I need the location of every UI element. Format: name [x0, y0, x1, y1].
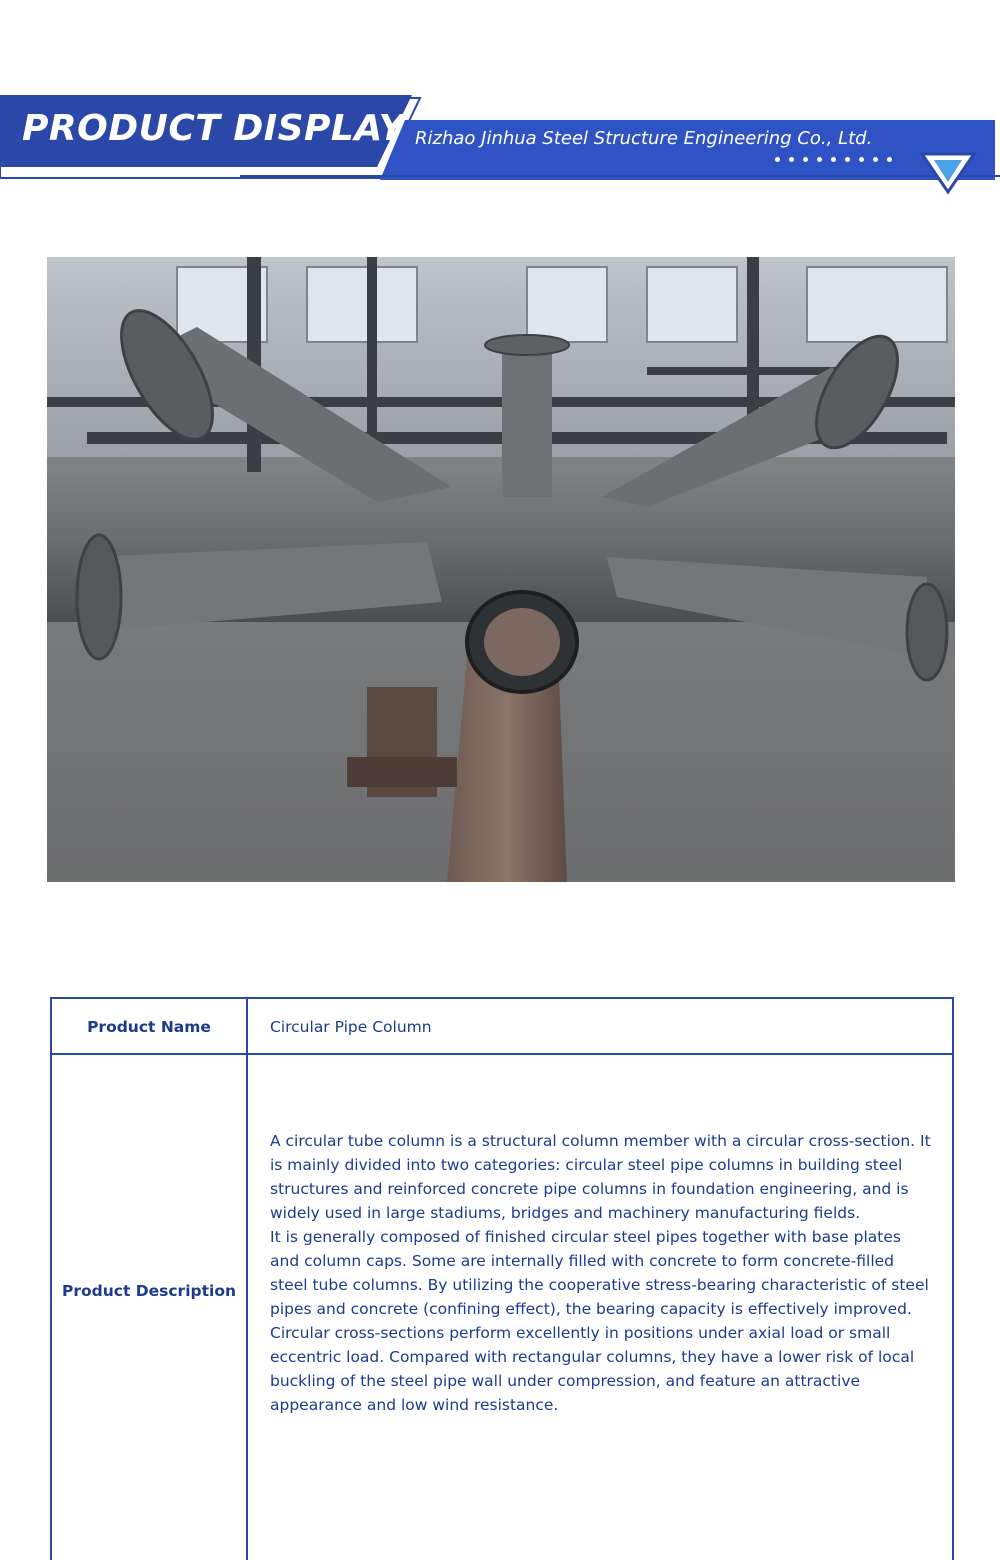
table-row-product-description: [52, 1055, 952, 1560]
page-title: PRODUCT DISPLAY: [22, 108, 406, 149]
down-triangle-icon: [918, 150, 978, 200]
product-photo: [47, 257, 955, 882]
table-row-product-name: [52, 999, 952, 1055]
company-name: Rizhao Jinhua Steel Structure Engineering Co., Ltd.: [415, 128, 873, 149]
spec-table: [50, 997, 954, 1560]
product-description-value: [270, 1129, 934, 1417]
decorative-dots: [775, 157, 892, 162]
product-name-label: Product Name: [87, 1018, 211, 1036]
description-paragraph: Circular cross-sections perform excellently in positions under axial load or small eccentric load. Compared with rectangular columns, they have a lower risk of local buckling of the steel pipe wall under compression, and feature an attractive appearance and low wind resistance.: [270, 1324, 915, 1414]
column-divider: [246, 999, 248, 1053]
product-name-value: Circular Pipe Column: [270, 1018, 432, 1036]
description-paragraph: It is generally composed of finished circular steel pipes together with base plates and column caps. Some are internally filled with concrete to form concrete-filled steel tube columns. By utilizing the cooperative stress-bearing characteristic of steel pipes and concrete (confining effect), the bearing capacity is effectively improved.: [270, 1228, 929, 1318]
product-description-label: Product Description: [61, 1282, 237, 1300]
description-paragraph: A circular tube column is a structural column member with a circular cross-section. It is mainly divided into two categories: circular steel pipe columns in building steel structures and reinforced concrete pipe columns in foundation engineering, and is widely used in large stadiums, bridges and machinery manufacturing fields.: [270, 1132, 931, 1222]
column-divider: [246, 1055, 248, 1560]
